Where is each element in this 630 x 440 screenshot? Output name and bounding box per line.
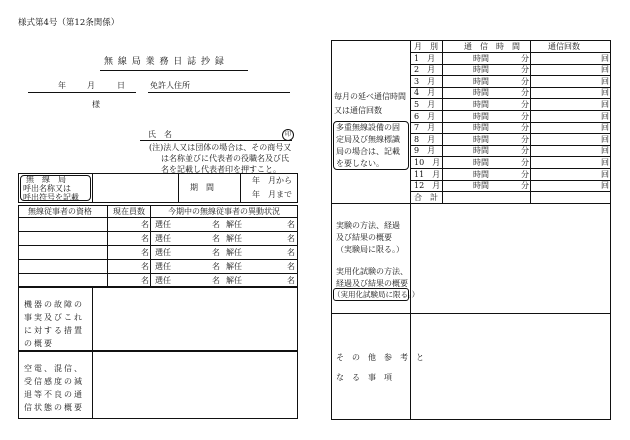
staff-appointed-unit: 名 [212,262,220,271]
comm-row-line [410,145,611,146]
comm-month-label: 12 月 [414,181,441,191]
comm-note-line-1: 多重無線設備の固 [336,123,400,132]
comm-count-unit: 回 [601,76,609,86]
comm-row-line [410,64,611,65]
equipment-divider [92,287,93,351]
experiment-line-3: （実験局に限る。） [336,245,404,254]
staff-dismissed-unit: 名 [287,248,295,257]
staff-dismissed-label: 解任 [226,262,242,271]
comm-side-note [336,122,400,170]
date-year: 年 [58,81,66,90]
comm-note-line-3: 局の場合は、記載 [336,147,400,156]
interference-line-4: 信状態の概要 [24,403,84,412]
comm-row-line [410,180,611,181]
staff-header-changes: 今期中の無線従事者の異動状況 [168,207,280,216]
comm-hours-label: 時間 [473,123,489,133]
station-label-1: 無 線 局 [26,175,66,184]
comm-count-unit: 回 [601,169,609,179]
equipment-line-2: 事実及びこれ [24,313,84,322]
comm-month-label: 8 月 [414,134,436,144]
period-from: 年 月から [252,176,292,185]
comm-count-unit: 回 [601,111,609,121]
note-line-2: は名称並びに代表者の役職名及び氏 [161,154,289,163]
staff-dismissed-label: 解任 [226,220,242,229]
comm-row-line [410,122,611,123]
date-month: 月 [87,81,95,90]
other-notes-line-2: な る 事 項 [336,373,392,382]
comm-hours-label: 時間 [473,181,489,191]
staff-current-unit: 名 [141,248,149,257]
staff-header-line [18,217,298,218]
staff-current-unit: 名 [141,276,149,285]
staff-col-line-2 [150,205,151,287]
staff-appointed-unit: 名 [212,234,220,243]
comm-month-label: 4 月 [414,88,436,98]
name-label: 氏 名 [148,130,172,139]
period-divider-2 [240,173,241,203]
comm-count-unit: 回 [601,99,609,109]
comm-hours-label: 時間 [473,99,489,109]
comm-hours-label: 時間 [473,169,489,179]
seal-icon [282,129,294,141]
comm-month-label: 3 月 [414,76,436,86]
staff-appointed-unit: 名 [212,276,220,285]
comm-note-line-4: を要しない。 [336,159,384,168]
comm-minutes-label: 分 [521,181,529,191]
staff-dismissed-unit: 名 [287,276,295,285]
period-divider-1 [178,173,179,203]
date-underline [28,92,136,93]
comm-month-label: 11 月 [414,169,441,179]
staff-dismissed-unit: 名 [287,220,295,229]
comm-month-label: 2 月 [414,65,436,75]
interference-divider [92,351,93,419]
comm-minutes-label: 分 [521,169,529,179]
comm-minutes-label: 分 [521,134,529,144]
period-to: 年 月まで [252,190,292,199]
comm-row-line [410,168,611,169]
comm-count-unit: 回 [601,65,609,75]
staff-dismissed-label: 解任 [226,276,242,285]
practical-note: （実用化試験局に限る。） [333,290,420,299]
staff-header-current: 現在員数 [113,207,145,216]
staff-appointed-label: 選任 [155,262,171,271]
comm-minutes-label: 分 [521,76,529,86]
comm-count-unit: 回 [601,53,609,63]
comm-hours-label: 時間 [473,53,489,63]
comm-header-month: 月 別 [414,42,438,51]
staff-appointed-label: 選任 [155,220,171,229]
comm-header-line [410,52,611,53]
addressee-label: 様 [92,100,100,109]
comm-row-line [410,98,611,99]
comm-minutes-label: 分 [521,146,529,156]
interference-label [24,362,84,414]
comm-minutes-label: 分 [521,157,529,167]
comm-row-line [410,133,611,134]
comm-total-label: 合 計 [414,192,438,202]
comm-row-line [410,156,611,157]
station-divider [92,173,93,203]
comm-minutes-label: 分 [521,123,529,133]
interference-line-1: 空電、混信、 [24,364,84,373]
comm-month-label: 6 月 [414,111,436,121]
equipment-failure-label [24,298,84,350]
staff-dismissed-label: 解任 [226,234,242,243]
experiment-line-2: 及び結果の概要 [336,233,392,242]
staff-dismissed-unit: 名 [287,262,295,271]
staff-appointed-unit: 名 [212,248,220,257]
experiment-label [336,220,404,256]
comm-count-unit: 回 [601,123,609,133]
comm-minutes-label: 分 [521,88,529,98]
staff-appointed-label: 選任 [155,234,171,243]
comm-hours-label: 時間 [473,111,489,121]
staff-appointed-label: 選任 [155,248,171,257]
equipment-line-1: 機器の故障の [24,300,84,309]
comm-hours-label: 時間 [473,65,489,75]
comm-count-unit: 回 [601,157,609,167]
staff-dismissed-label: 解任 [226,248,242,257]
staff-current-unit: 名 [141,234,149,243]
period-label: 期 間 [190,183,214,192]
comm-minutes-label: 分 [521,99,529,109]
comm-side-label-1: 毎月の延べ通信時間 [334,92,406,101]
staff-current-unit: 名 [141,262,149,271]
staff-row-line [18,245,298,246]
experiment-line-1: 実験の方法、経過 [336,221,400,230]
comm-row-line [410,110,611,111]
comm-month-label: 5 月 [414,99,436,109]
note-line-3: 名を記載し代表者印を押すこと。 [161,165,281,174]
comm-end-line [331,203,611,204]
note-line-1: (注)法人又は団体の場合は、その商号又 [149,143,292,152]
staff-row-line [18,259,298,260]
equipment-line-3: に対する措置 [24,326,84,335]
comm-hours-label: 時間 [473,88,489,98]
comm-hours-label: 時間 [473,134,489,144]
right-label-divider [410,40,411,420]
staff-current-unit: 名 [141,220,149,229]
comm-row-line [410,87,611,88]
staff-row-line [18,273,298,274]
comm-header-time: 通 信 時 間 [464,42,520,51]
comm-hours-label: 時間 [473,146,489,156]
comm-row-line [410,75,611,76]
staff-header-qualification: 無線従事者の資格 [28,207,92,216]
comm-count-unit: 回 [601,88,609,98]
other-notes-line-1: そ の 他 参 考 と [336,353,424,362]
comm-hours-label: 時間 [473,76,489,86]
station-label-3: 呼出符号を記載 [23,193,79,202]
interference-line-2: 受信感度の減 [24,377,84,386]
station-label-2: 呼出名称又は [23,184,71,193]
equipment-line-4: の概要 [24,339,54,348]
seal-mark: 印 [284,131,291,138]
comm-count-unit: 回 [601,181,609,191]
comm-month-label: 7 月 [414,123,436,133]
comm-minutes-label: 分 [521,53,529,63]
comm-note-line-2: 定局及び無線標識 [336,135,400,144]
comm-row-line [410,191,611,192]
interference-line-3: 退等不良の通 [24,390,84,399]
license-address-label: 免許人住所 [150,81,190,90]
comm-minutes-label: 分 [521,111,529,121]
practical-line-2: 経過及び結果の概要 [336,279,408,288]
practical-line-1: 実用化試験の方法、 [336,267,408,276]
comm-header-count: 通信回数 [548,42,580,51]
comm-month-label: 10 月 [414,157,441,167]
staff-appointed-label: 選任 [155,276,171,285]
staff-dismissed-unit: 名 [287,234,295,243]
page-title: 無 線 局 業 務 日 誌 抄 録 [104,57,225,67]
comm-minutes-label: 分 [521,65,529,75]
comm-count-unit: 回 [601,134,609,144]
comm-month-label: 9 月 [414,146,436,156]
practical-label [336,266,408,290]
form-number: 様式第4号（第12条関係） [18,18,120,28]
address-underline [148,92,290,93]
comm-month-label: 1 月 [414,53,436,63]
name-underline [140,140,292,141]
comm-hours-label: 時間 [473,157,489,167]
comm-side-label-2: 又は通信回数 [334,106,382,115]
staff-appointed-unit: 名 [212,220,220,229]
experiment-end-line [331,313,611,314]
title-underline [100,70,248,71]
staff-col-line-1 [107,205,108,287]
date-day: 日 [117,81,125,90]
comm-count-unit: 回 [601,146,609,156]
staff-row-line [18,231,298,232]
